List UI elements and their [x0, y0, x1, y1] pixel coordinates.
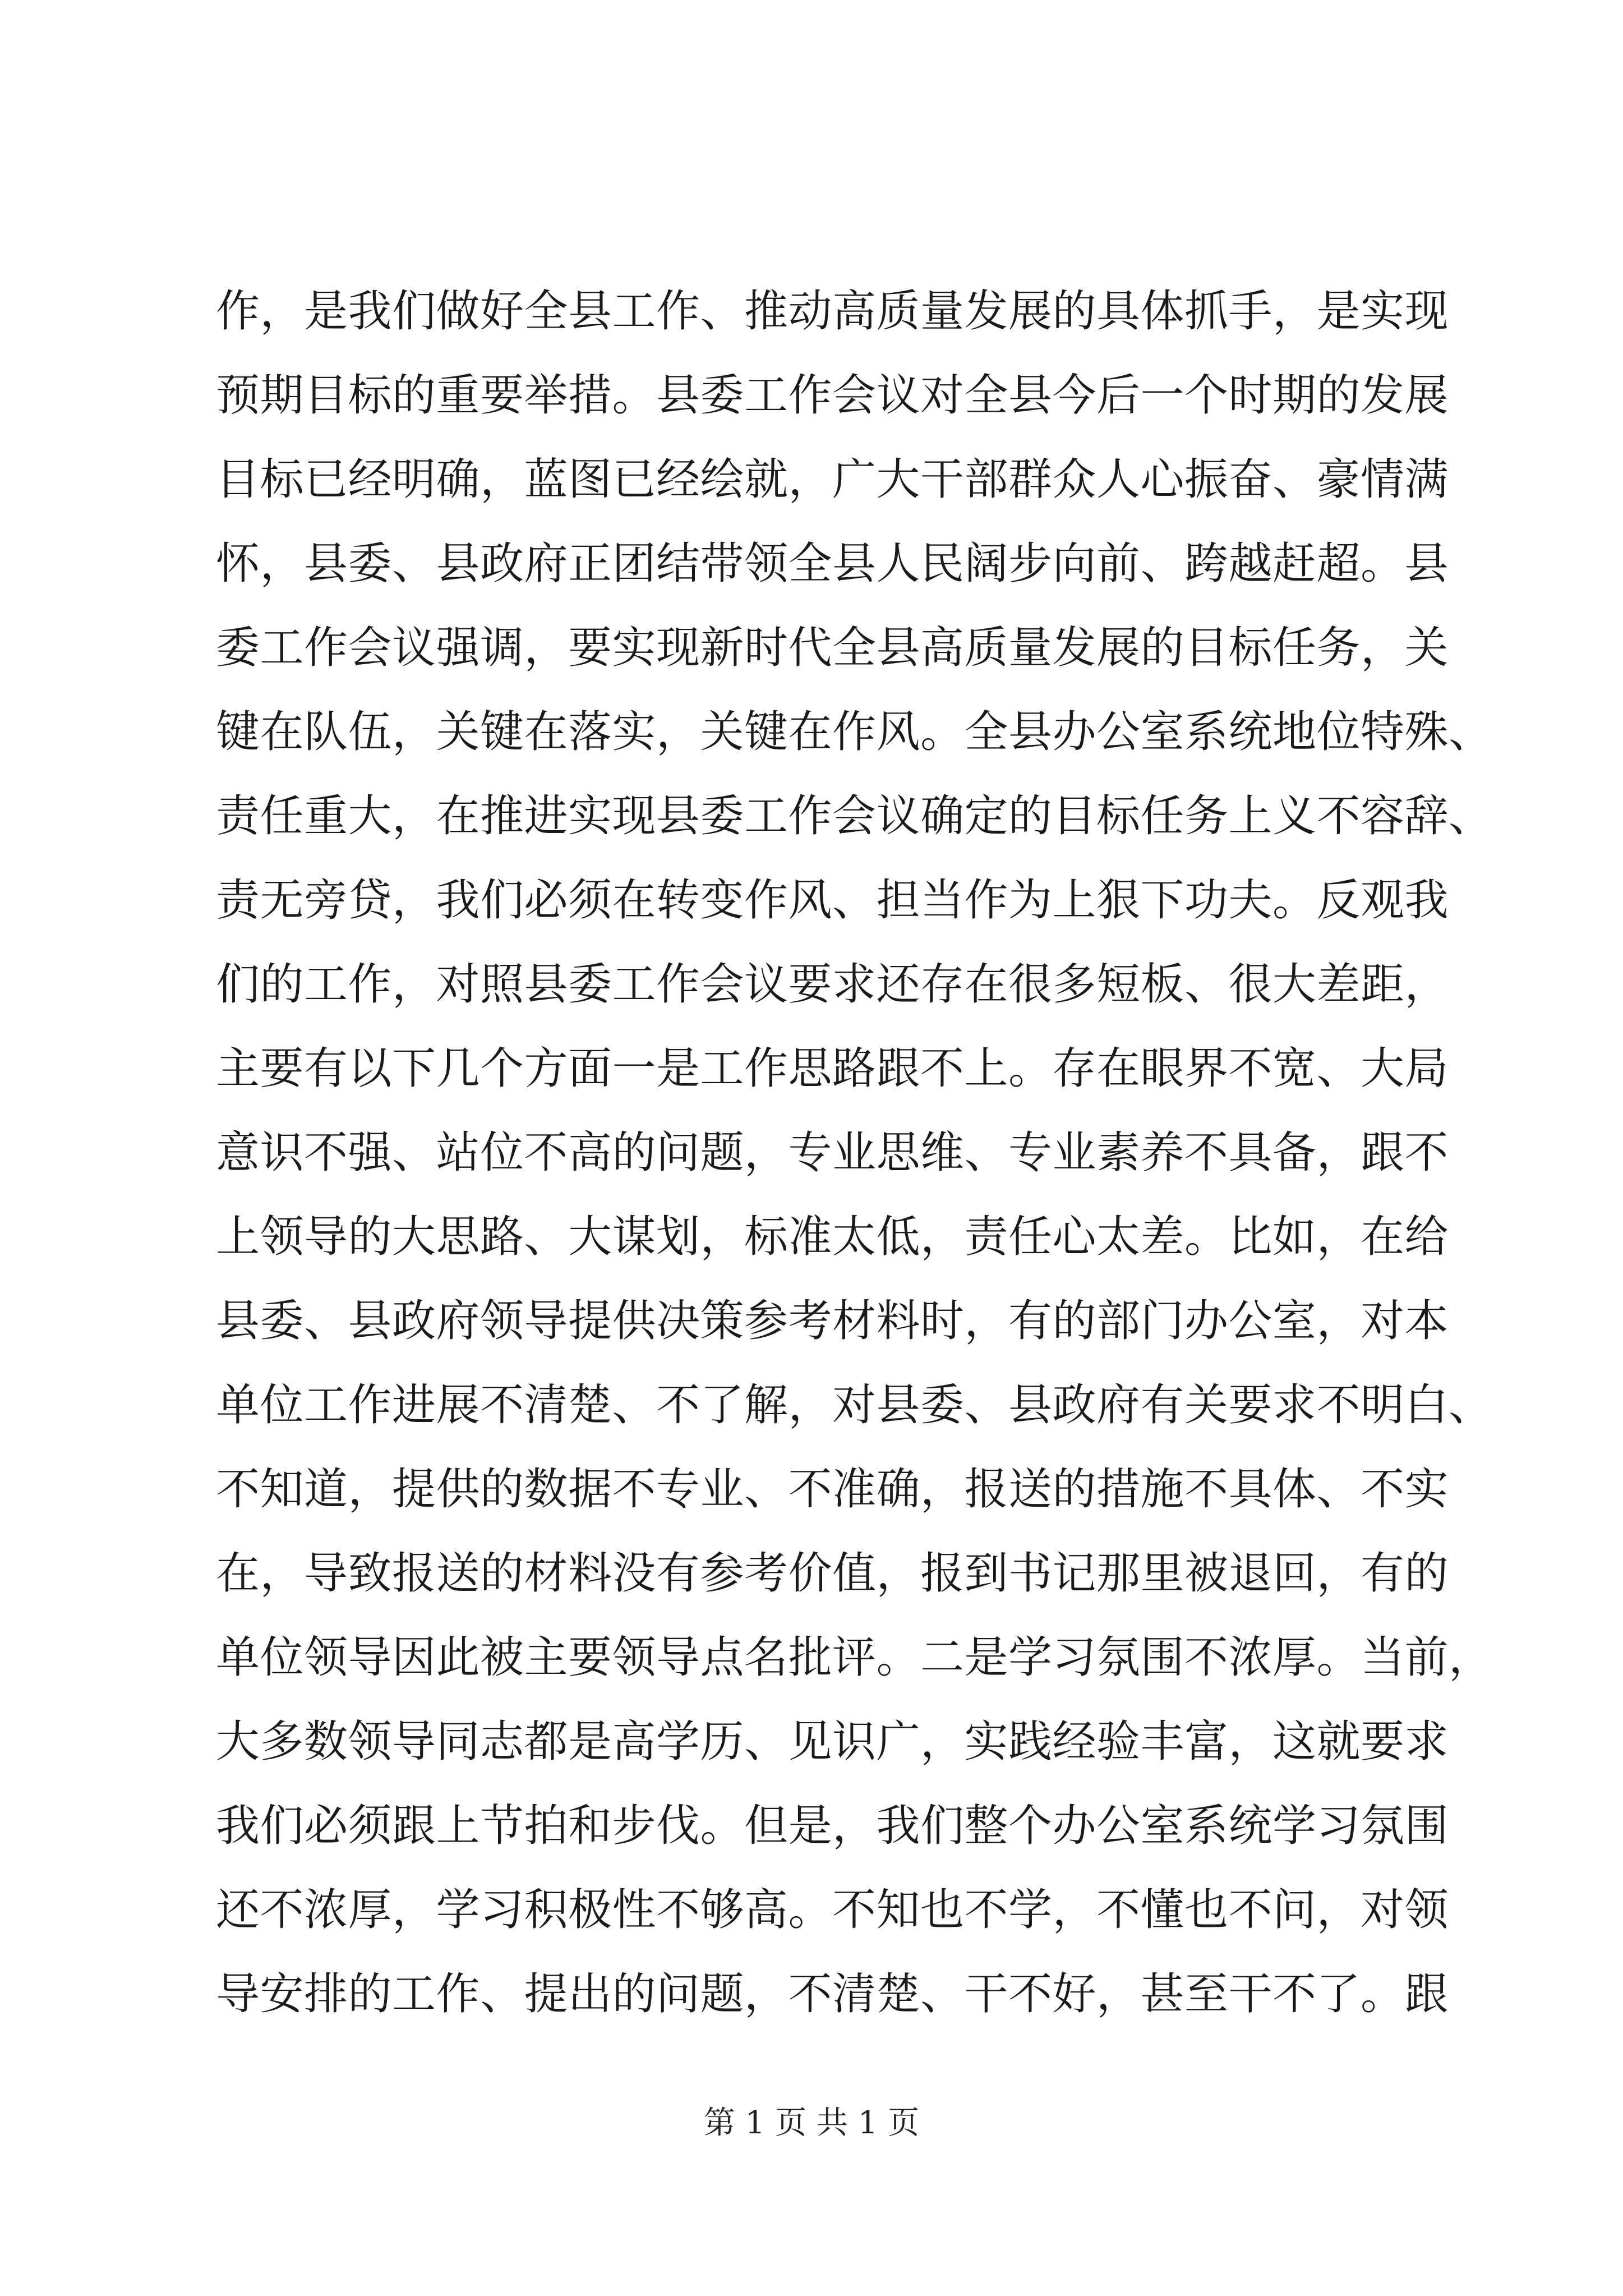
text-line: 县委、县政府领导提供决策参考材料时，有的部门办公室，对本 — [216, 1296, 1449, 1346]
text-line: 们的工作，对照县委工作会议要求还存在很多短板、很大差距， — [216, 959, 1449, 1010]
text-line: 预期目标的重要举措。县委工作会议对全县今后一个时期的发展 — [216, 370, 1449, 421]
page-footer: 第 1 页 共 1 页 — [703, 2105, 920, 2141]
text-line: 作，是我们做好全县工作、推动高质量发展的具体抓手，是实现 — [216, 286, 1449, 337]
text-line: 我们必须跟上节拍和步伐。但是，我们整个办公室系统学习氛围 — [216, 1801, 1449, 1851]
text-line: 目标已经明确，蓝图已经绘就，广大干部群众人心振奋、豪情满 — [216, 454, 1449, 505]
text-line: 责无旁贷，我们必须在转变作风、担当作为上狠下功夫。反观我 — [216, 875, 1449, 926]
body-text — [216, 269, 1493, 2036]
text-line: 单位领导因此被主要领导点名批评。二是学习氛围不浓厚。当前， — [216, 1632, 1493, 1683]
text-line: 怀，县委、县政府正团结带领全县人民阔步向前、跨越赶超。县 — [216, 539, 1449, 589]
text-line: 单位工作进展不清楚、不了解，对县委、县政府有关要求不明白、 — [216, 1380, 1493, 1430]
text-line: 大多数领导同志都是高学历、见识广，实践经验丰富，这就要求 — [216, 1717, 1449, 1767]
text-line: 还不浓厚，学习积极性不够高。不知也不学，不懂也不问，对领 — [216, 1885, 1449, 1935]
text-line: 主要有以下几个方面一是工作思路跟不上。存在眼界不宽、大局 — [216, 1043, 1449, 1094]
text-line: 上领导的大思路、大谋划，标准太低，责任心太差。比如，在给 — [216, 1212, 1449, 1262]
text-line: 意识不强、站位不高的问题，专业思维、专业素养不具备，跟不 — [216, 1128, 1449, 1178]
text-line: 键在队伍，关键在落实，关键在作风。全县办公室系统地位特殊、 — [216, 707, 1493, 757]
text-line: 责任重大，在推进实现县委工作会议确定的目标任务上义不容辞、 — [216, 791, 1493, 841]
text-line: 在，导致报送的材料没有参考价值，报到书记那里被退回，有的 — [216, 1548, 1449, 1599]
text-line: 导安排的工作、提出的问题，不清楚、干不好，甚至干不了。跟 — [216, 1969, 1449, 2019]
text-line: 委工作会议强调，要实现新时代全县高质量发展的目标任务，关 — [216, 623, 1449, 673]
text-line: 不知道，提供的数据不专业、不准确，报送的措施不具体、不实 — [216, 1464, 1449, 1515]
